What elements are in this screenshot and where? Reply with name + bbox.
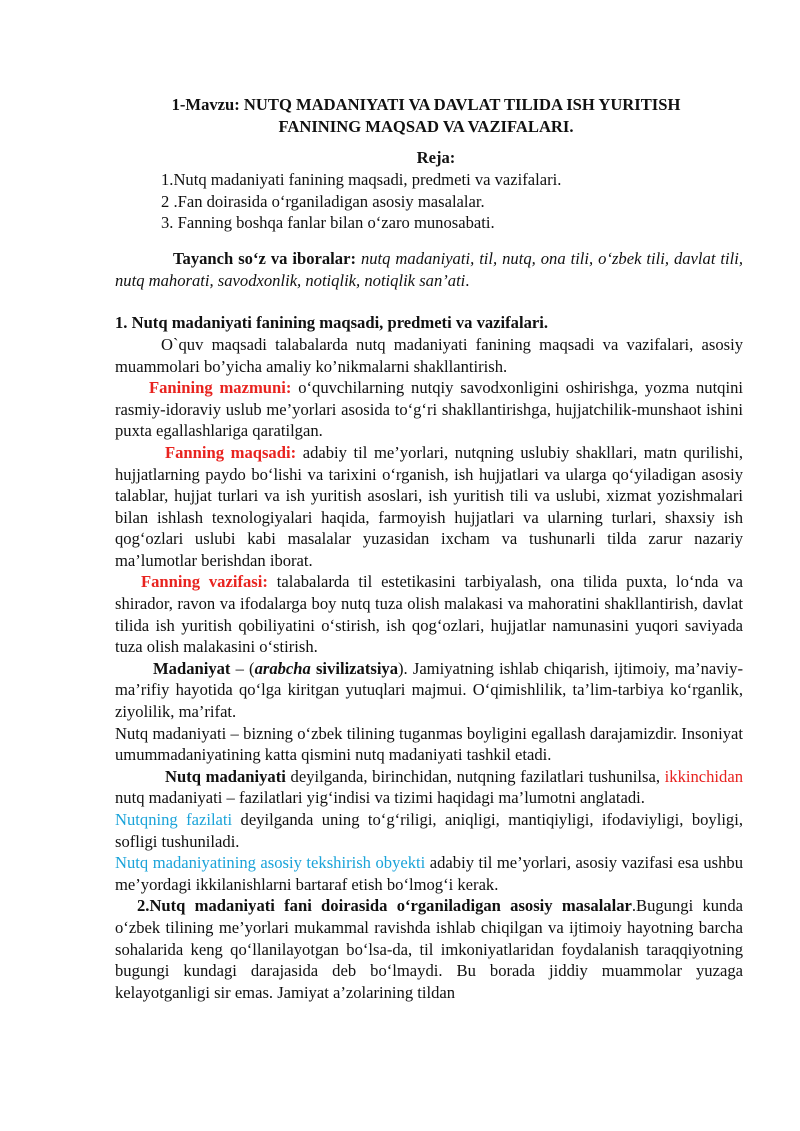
culture-text: ). Jamiyatning ishlab chiqarish, ijtimoiy, ma’naviy-ma’rifiy hayotida qo‘lga kiritgan yutuqlari majmui. O‘qimishlilik, ta’lim-tarbiya ko‘rganlik, ziyolilik, ma’rifat. bbox=[115, 658, 743, 722]
plan-item: 3. Fanning boshqa fanlar bilan o‘zaro munosabati. bbox=[161, 213, 495, 233]
keywords-list: nutq madaniyati, til, nutq, ona tili, o‘zbek tili, davlat tili, nutq mahorati, savodxonlik, notiqlik, notiqlik san’ati bbox=[115, 249, 743, 290]
title-line-1: 1-Mavzu: NUTQ MADANIYATI VA DAVLAT TILIDA ISH YURITISH bbox=[171, 95, 681, 114]
culture-label: Madaniyat bbox=[153, 658, 231, 678]
goal-text: adabiy til me’yorlari, nutqning uslubiy shakllari, matn qurilishi, hujjatlarning paydo bo‘lishi va tarixini o‘rganish, ish hujjatlari va ularga qo‘yiladigan asosiy talablar, hujjat turlari va ish yuritish asoslari, ish yuritish tili va uslubi, xizmat yozishmalari bilan ishlash texnologiyalari haqida, farmoyish hujjatlari va ularning turlari, shaxsiy ish qog‘ozlari uslubi kabi masalalar yuzasidan ixcham va tushunarli tilda zarur nazariy ma’lumotlar berishdan iborat. bbox=[115, 442, 743, 570]
section-2-text: .Bugungi kunda o‘zbek tilining me’yorlari mukammal ravishda ishlab chiqilgan va ijtimoiy hayotning barcha sohalarida keng qo‘llanilayotgan bo‘lsa-da, til imkoniyatlaridan foydalanish taraqqiyotning bugungi kundagi darajasida deb bo‘lmaydi. Bu borada jiddiy muammolar yuzaga kelayotganligi sir emas. Jamiyat a’zolarining tildan bbox=[115, 896, 743, 1002]
section-2-heading: 2.Nutq madaniyati fani doirasida o‘rganiladigan asosiy masalalar bbox=[137, 896, 632, 916]
keywords-label: Tayanch so‘z va iboralar: bbox=[173, 249, 356, 269]
title-line-2: FANINING MAQSAD VA VAZIFALARI. bbox=[278, 116, 574, 136]
aim-paragraph: O`quv maqsadi talabalarda nutq madaniyati fanining maqsadi va vazifalari, asosiy muammolari bo’yicha amaliy ko’nikmalarni shakllantirish. bbox=[115, 334, 743, 376]
object-paragraph bbox=[115, 852, 743, 895]
virtues-text: deyilganda uning to‘g‘riligi, aniqligi, mantiqiyligi, ifodaviyligi, boyligi, sofligi tushuniladi. bbox=[115, 810, 743, 851]
task-paragraph bbox=[115, 571, 743, 657]
object-text: adabiy til me’yorlari, asosiy vazifasi esa ushbu me’yordagi ikkilanishlarni bartaraf etish bo‘lmog‘i kerak. bbox=[115, 853, 743, 894]
task-text: talabalarda til estetikasini tarbiyalash, ona tilida puxta, lo‘nda va shirador, ravon va ifodalarga boy nutq tuza olish malakasi va mahoratini shakllantirish, davlat tilida ish yuritish qobiliyatini o‘stirish, ish qog‘ozlari, hujjatlar namunasini yuqori saviyada tuza olish malakasini o‘stirish. bbox=[115, 572, 743, 657]
object-label: Nutq madaniyatining asosiy tekshirish obyekti bbox=[115, 853, 426, 873]
section-1-heading: 1. Nutq madaniyati fanining maqsadi, predmeti va vazifalari. bbox=[115, 313, 549, 333]
plan-heading: Reja: bbox=[416, 148, 456, 168]
keywords-paragraph bbox=[115, 248, 743, 291]
speech-culture-label: Nutq madaniyati bbox=[165, 766, 286, 786]
document-title bbox=[109, 94, 743, 137]
speech-culture-text-2: nutq madaniyati – fazilatlari yig‘indisi va tizimi haqidagi ma’lumotni anglatadi. bbox=[115, 788, 645, 808]
content-text: o‘quvchilarning nutqiy savodxonligini oshirishga, yozma nutqini rasmiy-idoraviy uslub me’yorlari asosida to‘g‘ri shakllantirishga, hujjatchilik-munshaot ishini puxta egallashlariga qaratilgan. bbox=[115, 378, 743, 441]
culture-arabic: arabcha bbox=[254, 658, 311, 678]
speech-culture-paragraph bbox=[115, 766, 743, 809]
culture-civilization: sivilizatsiya bbox=[310, 658, 399, 678]
virtues-paragraph bbox=[115, 809, 743, 852]
keywords-end: . bbox=[465, 270, 470, 290]
secondly-word: ikkinchidan bbox=[664, 766, 743, 786]
content-label: Fanining mazmuni: bbox=[149, 378, 292, 398]
content-paragraph bbox=[115, 377, 743, 442]
wealth-paragraph: Nutq madaniyati – bizning o‘zbek tilining tuganmas boyligini egallash darajamizdir. Insoniyat umummadaniyatining katta qismini nutq madaniyati tashkil etadi. bbox=[115, 723, 743, 765]
culture-paragraph bbox=[115, 658, 743, 723]
section-2-paragraph bbox=[115, 895, 743, 1003]
task-label: Fanning vazifasi: bbox=[141, 572, 268, 592]
plan-list bbox=[115, 169, 743, 234]
plan-item: 2 .Fan doirasida o‘rganiladigan asosiy masalalar. bbox=[161, 191, 485, 211]
goal-paragraph bbox=[115, 442, 743, 572]
speech-culture-text-1: deyilganda, birinchidan, nutqning fazilatlari tushunilsa, bbox=[285, 766, 665, 786]
plan-item: 1.Nutq madaniyati fanining maqsadi, predmeti va vazifalari. bbox=[161, 169, 562, 189]
virtues-label: Nutqning fazilati bbox=[115, 810, 233, 830]
goal-label: Fanning maqsadi: bbox=[165, 442, 297, 462]
culture-dash: – ( bbox=[230, 658, 255, 678]
